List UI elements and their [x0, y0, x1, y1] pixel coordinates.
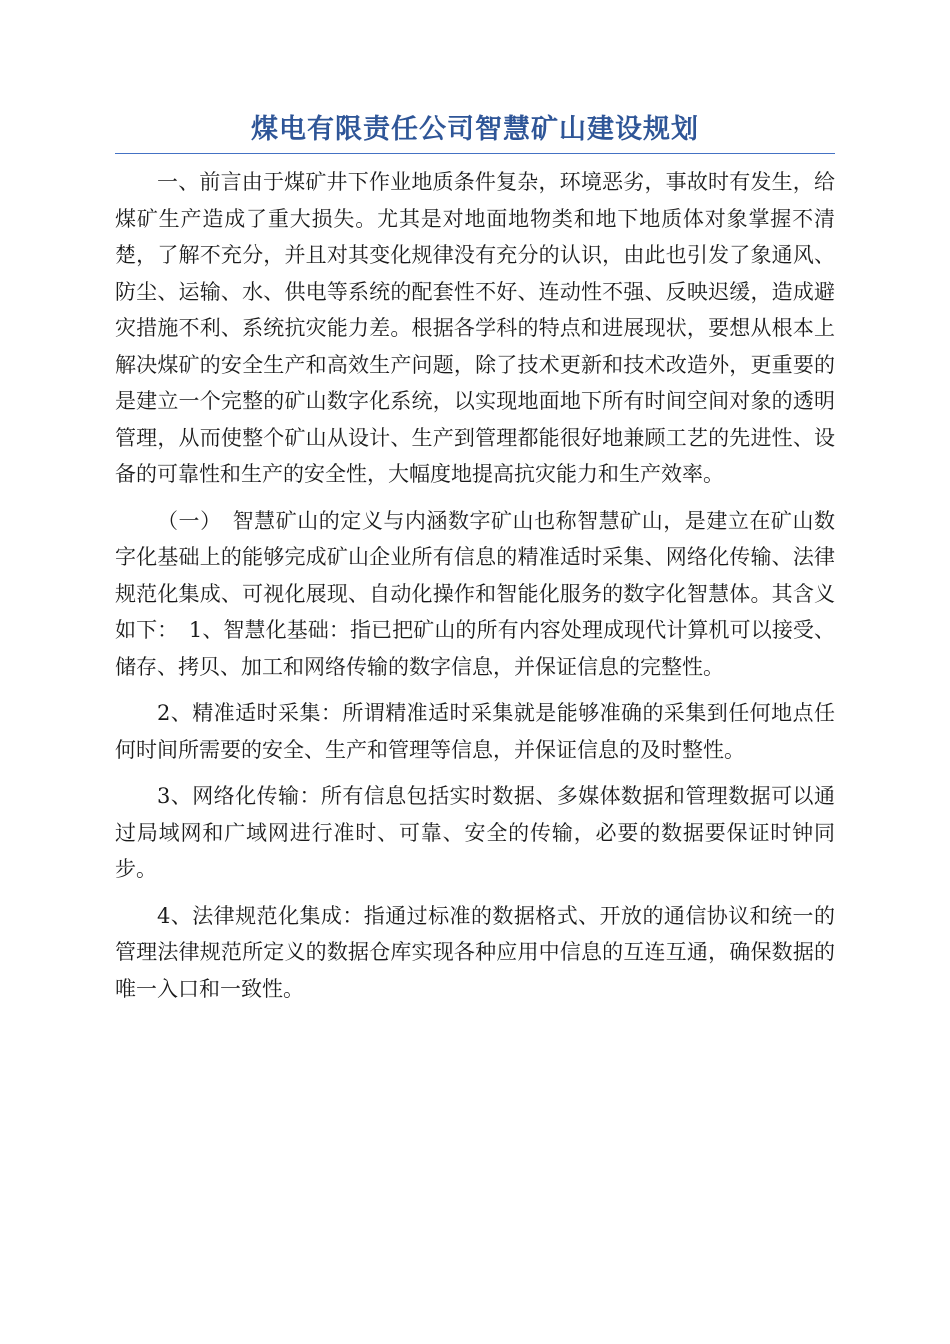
paragraph-definition: （一） 智慧矿山的定义与内涵数字矿山也称智慧矿山，是建立在矿山数字化基础上的能够完成矿山企业所有信息的精准适时采集、网络化传输、法律规范化集成、可视化展现、自动化操作和智能化服务的数字化智慧体。其含义如下： 1、智慧化基础：指已把矿山的所有内容处理成现代计算机可以接受、储存、拷贝、加工和网络传输的数字信息，并保证信息的完整性。	[115, 508, 835, 679]
title-underline	[115, 153, 835, 154]
paragraph-preface: 一、前言由于煤矿井下作业地质条件复杂，环境恶劣，事故时有发生，给煤矿生产造成了重大损失。尤其是对地面地物类和地下地质体对象掌握不清楚，了解不充分，并且对其变化规律没有充分的认识，由此也引发了象通风、防尘、运输、水、供电等系统的配套性不好、连动性不强、反映迟缓，造成避灾措施不利、系统抗灾能力差。根据各学科的特点和进展现状，要想从根本上解决煤矿的安全生产和高效生产问题，除了技术更新和技术改造外，更重要的是建立一个完整的矿山数字化系统，以实现地面地下所有时间空间对象的透明管理，从而使整个矿山从设计、生产到管理都能很好地兼顾工艺的先进性、设备的可靠性和生产的安全性，大幅度地提高抗灾能力和生产效率。	[115, 170, 835, 486]
document-title: 煤电有限责任公司智慧矿山建设规划	[251, 114, 699, 145]
paragraph-item-4: 4、法律规范化集成：指通过标准的数据格式、开放的通信协议和统一的管理法律规范所定义的数据仓库实现各种应用中信息的互连互通，确保数据的唯一入口和一致性。	[115, 903, 835, 1001]
paragraph-item-3: 3、网络化传输：所有信息包括实时数据、多媒体数据和管理数据可以通过局域网和广域网进行准时、可靠、安全的传输，必要的数据要保证时钟同步。	[115, 784, 835, 881]
document-body	[115, 164, 835, 1007]
document-page	[115, 108, 835, 1017]
paragraph-item-2: 2、精准适时采集：所谓精准适时采集就是能够准确的采集到任何地点任何时间所需要的安全、生产和管理等信息，并保证信息的及时整性。	[115, 701, 835, 762]
